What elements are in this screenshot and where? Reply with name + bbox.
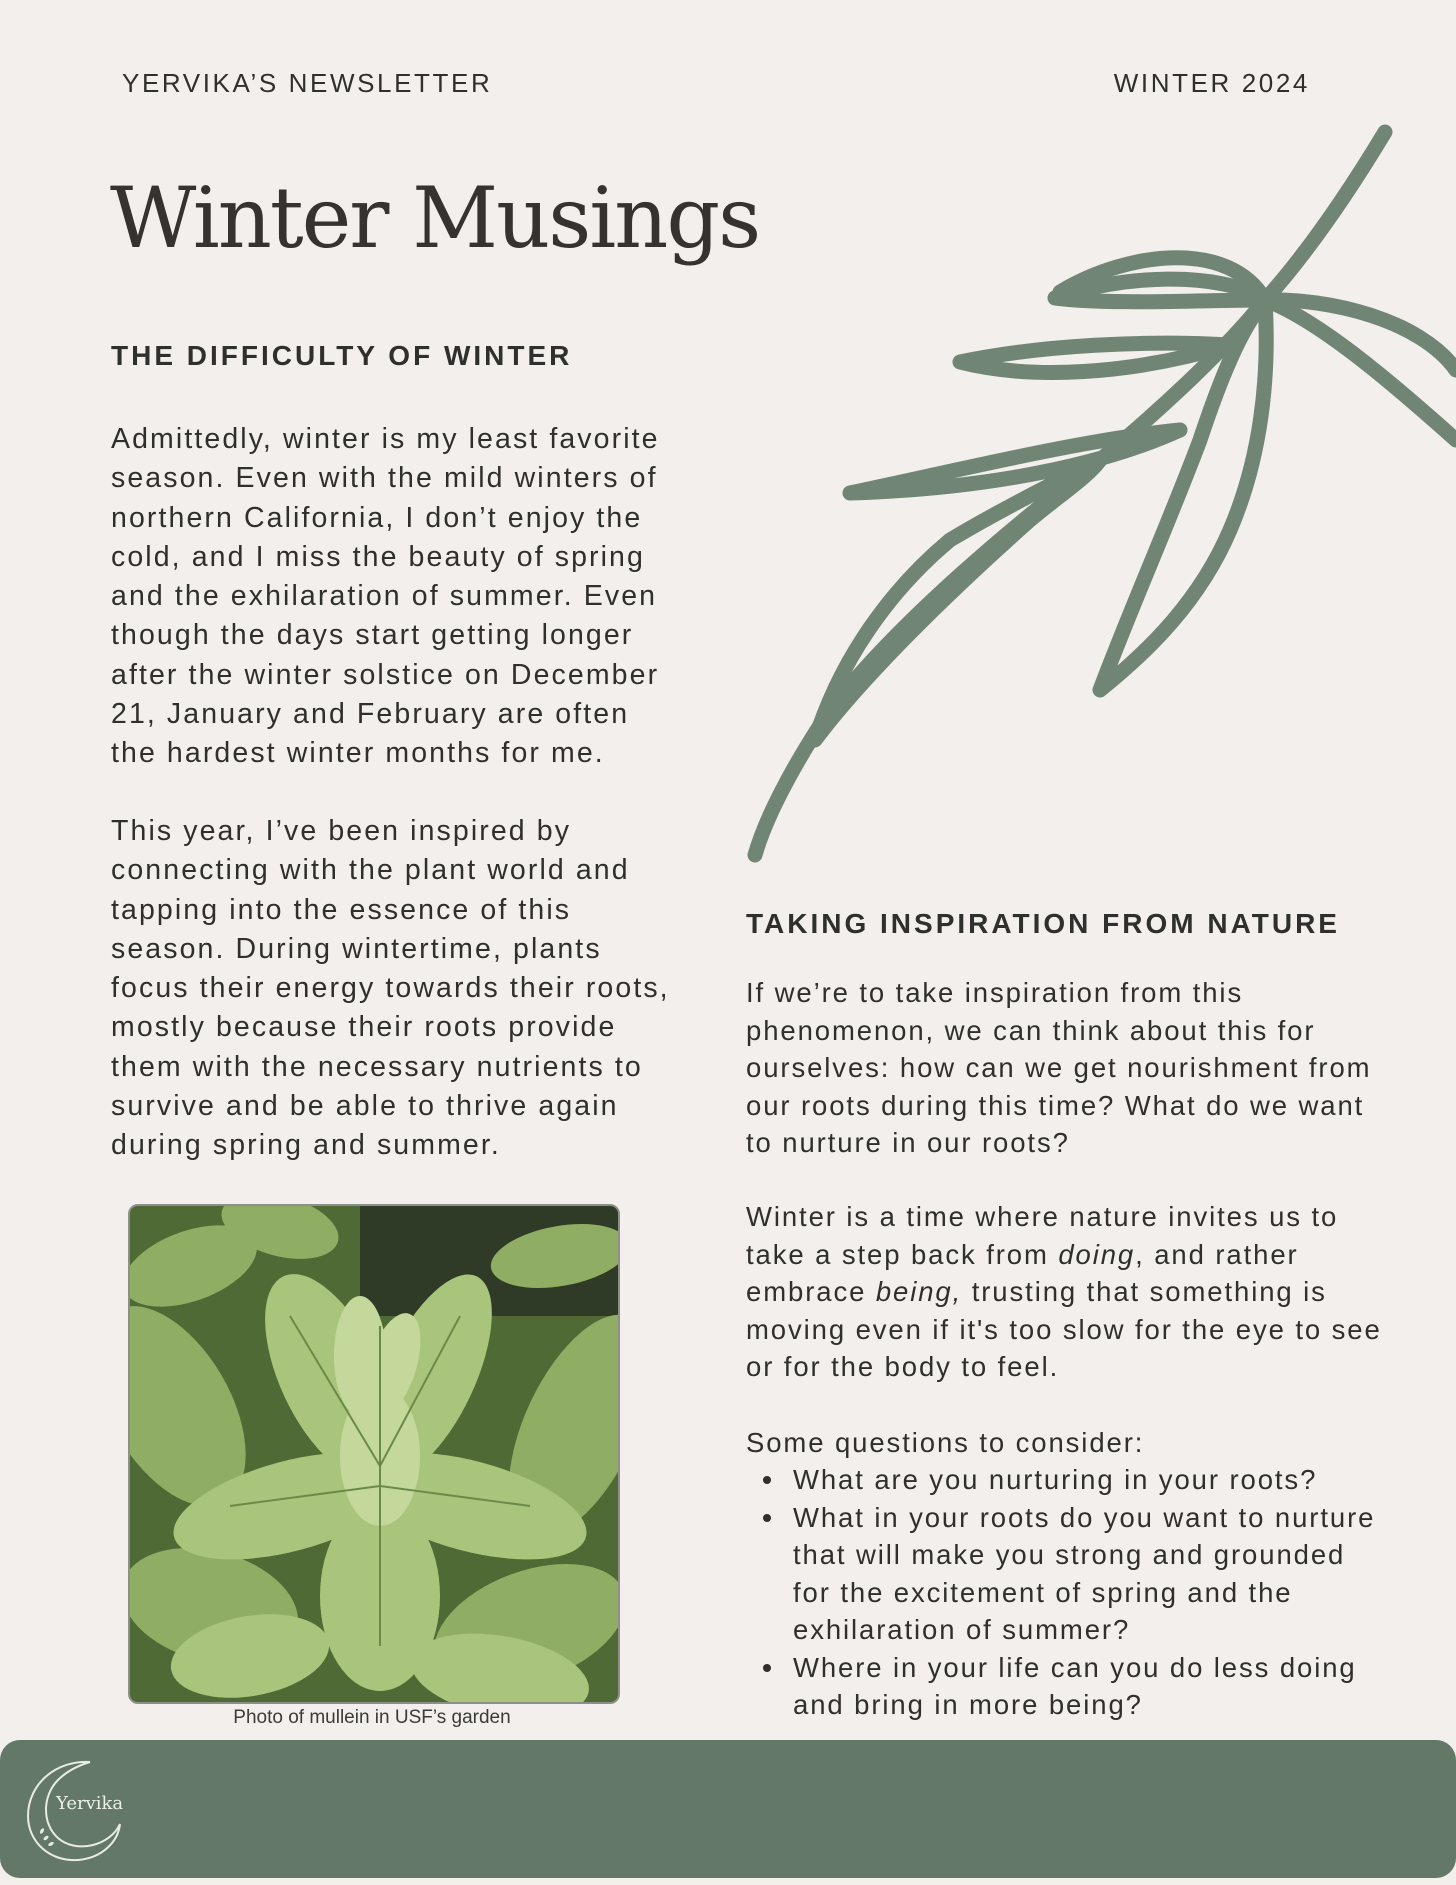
questions-intro: Some questions to consider: <box>746 1427 1145 1458</box>
section-heading-nature: TAKING INSPIRATION FROM NATURE <box>746 908 1340 939</box>
logo-wordmark: Yervika <box>56 1793 124 1814</box>
list-item: What are you nurturing in your roots? <box>746 1461 1375 1499</box>
mullein-photo <box>128 1204 620 1704</box>
list-item: Where in your life can you do less doing and bring in more being? <box>746 1649 1375 1724</box>
footer-bar <box>0 1740 1456 1878</box>
leaf-branch-illustration <box>740 118 1456 878</box>
paragraph-nature-1: If we’re to take inspiration from this phenomenon, we can think about this for ourselves: how can we get nourishment from our roots during this time? What do we want to nurture in our roots? <box>746 977 1372 1158</box>
paragraph-difficulty-1: Admittedly, winter is my least favorite season. Even with the mild winters of northern California, I don’t enjoy the cold, and I miss the beauty of spring and the exhilaration of summer. Even though the days start getting longer after the winter solstice on December 21, January and February are often the hardest winter months for me. <box>111 423 660 770</box>
paragraph-nature-2: Winter is a time where nature invites us to take a step back from doing, and rather embrace being, trusting that something is moving even if it's too slow for the eye to see or for the body to feel. <box>746 1201 1382 1382</box>
edition-label: WINTER 2024 <box>1113 68 1310 98</box>
section-heading-difficulty: THE DIFFICULTY OF WINTER <box>111 340 573 371</box>
page-title: Winter Musings <box>110 169 760 267</box>
paragraph-difficulty-2: This year, I’ve been inspired by connecting with the plant world and tapping into the essence of this season. During wintertime, plants focus their energy towards their roots, mostly because their roots provide them with the necessary nutrients to survive and be able to thrive again during spring and summer. <box>111 815 670 1162</box>
newsletter-name: YERVIKA’S NEWSLETTER <box>122 68 493 98</box>
list-item: What in your roots do you want to nurture that will make you strong and grounded for the excitement of spring and the exhilaration of summer? <box>746 1499 1375 1649</box>
questions-list <box>746 1461 1375 1724</box>
photo-caption: Photo of mullein in USF’s garden <box>233 1707 511 1728</box>
